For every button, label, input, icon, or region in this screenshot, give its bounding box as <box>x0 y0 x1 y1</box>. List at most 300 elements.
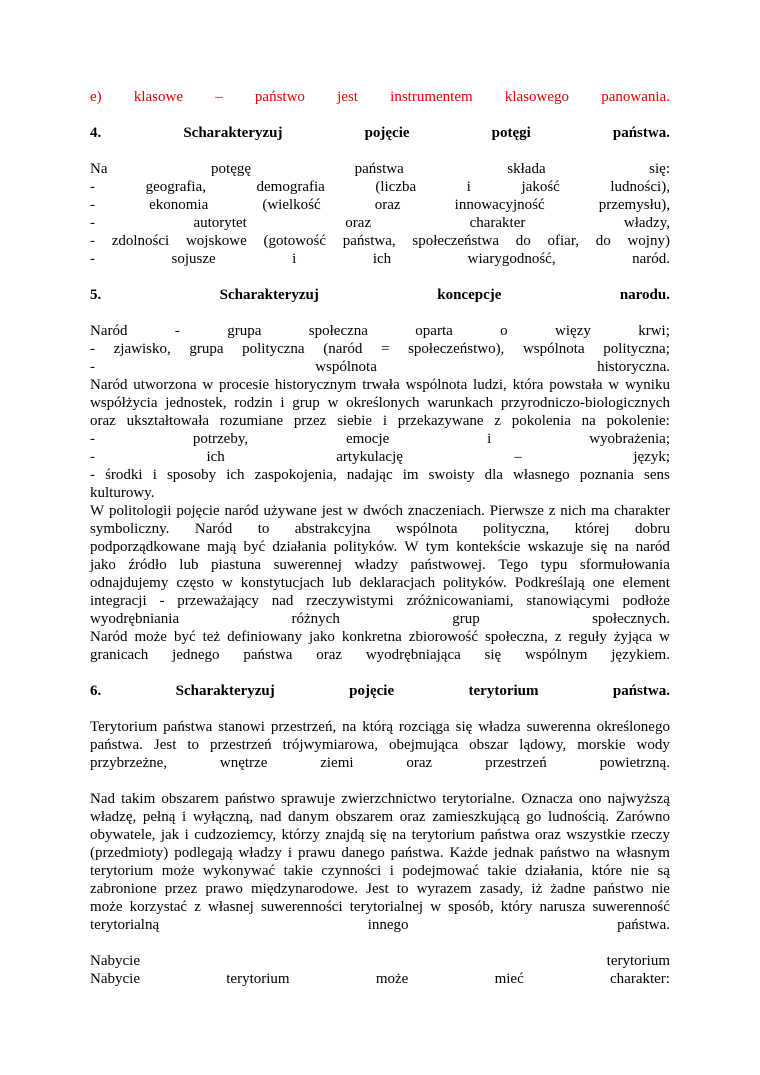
word: sprawuje <box>280 791 336 807</box>
word: własnego <box>513 467 570 483</box>
word: podporządkowane <box>90 539 200 555</box>
word: Naród <box>194 521 233 537</box>
word: takim <box>121 791 156 807</box>
word: to <box>187 737 200 753</box>
word: Podkreślają <box>514 575 585 591</box>
word: współżycia <box>90 395 158 411</box>
word: z <box>194 899 201 915</box>
word: - <box>159 593 165 609</box>
word: prawo <box>205 881 243 897</box>
word: - <box>90 341 95 357</box>
word: oraz <box>534 827 561 843</box>
section-heading <box>90 682 670 700</box>
word: z <box>548 503 556 519</box>
word: oraz <box>345 215 372 231</box>
word: nie <box>630 863 649 879</box>
word: jako <box>309 629 335 645</box>
word: historyczna. <box>597 359 670 375</box>
word: danego <box>341 845 385 861</box>
word: Oznacza <box>521 791 573 807</box>
word: terytorialnej <box>349 899 424 915</box>
word: własnym <box>615 845 670 861</box>
word: lądowy, <box>519 737 567 753</box>
word: państwa <box>480 827 530 843</box>
word: demografia <box>256 179 325 195</box>
word: charakter <box>614 503 670 519</box>
word: grup <box>452 611 480 627</box>
word: którzy <box>281 827 320 843</box>
word: władzy, <box>623 215 670 231</box>
word: wykonywać <box>202 863 276 879</box>
word: ich <box>206 449 225 465</box>
word: przeważający <box>177 593 259 609</box>
word: władzę, <box>90 809 137 825</box>
word: jednostek, <box>165 395 227 411</box>
word: w <box>347 503 359 519</box>
word: zróżnicowaniami, <box>406 593 514 609</box>
text-line <box>90 250 670 268</box>
word: wspólnota <box>405 377 468 393</box>
word: podłoże <box>622 593 670 609</box>
word: może <box>134 629 167 645</box>
word: e) <box>90 89 102 105</box>
word: się <box>590 539 608 555</box>
text-line <box>90 898 670 916</box>
word: używane <box>263 503 317 519</box>
word: przestrzeń <box>485 755 547 771</box>
text-line <box>90 754 670 772</box>
word: wyrazem <box>416 881 472 897</box>
word: terytorium <box>468 683 539 699</box>
word: siebie <box>337 413 373 429</box>
word: - <box>90 467 95 483</box>
word: polityczna, <box>482 521 550 537</box>
word: społeczna <box>308 323 368 339</box>
word: 4. <box>90 125 102 141</box>
word: państwowej. <box>410 557 486 573</box>
word: terytorium <box>606 953 670 969</box>
word: suwerenności <box>260 899 343 915</box>
word: powietrzną. <box>599 755 670 771</box>
word: państwo <box>224 791 275 807</box>
word: (gotowość <box>263 233 327 249</box>
word: państwa. <box>612 125 670 141</box>
word: innowacyjność <box>454 197 545 213</box>
word: terytorium <box>90 863 154 879</box>
word: który <box>500 899 533 915</box>
word: reguły <box>568 629 607 645</box>
word: suwerenna <box>526 719 591 735</box>
word: państwa <box>163 719 213 735</box>
word: lub <box>179 557 199 573</box>
word: określonych <box>346 395 420 411</box>
word: politologii <box>109 503 172 519</box>
word: prawu <box>297 845 336 861</box>
word: czynności <box>321 863 382 879</box>
word: działania, <box>525 863 583 879</box>
text-line <box>90 394 670 412</box>
word: deklaracjach <box>359 575 436 591</box>
text-line <box>90 484 670 502</box>
word: państwa. <box>90 737 143 753</box>
word: wskazuje <box>527 539 584 555</box>
word: może <box>161 863 195 879</box>
text-line <box>90 916 670 934</box>
text-line <box>90 736 670 754</box>
word: obywatele, <box>90 827 156 843</box>
word: jednego <box>172 647 220 663</box>
word: ich <box>226 467 245 483</box>
word: mieć <box>494 971 524 987</box>
text-line <box>90 214 670 232</box>
word: wnętrze <box>219 755 268 771</box>
word: się: <box>649 161 670 177</box>
word: oraz <box>316 647 343 663</box>
text-line <box>90 556 670 574</box>
text-line <box>90 844 670 862</box>
word: emocje <box>345 431 390 447</box>
word: klasowego <box>504 89 570 105</box>
word: procesie <box>219 377 270 393</box>
word: składa <box>507 161 546 177</box>
word: i <box>292 251 297 267</box>
word: żyjąca <box>613 629 653 645</box>
word: iż <box>531 881 543 897</box>
word: w <box>202 377 214 393</box>
word: i <box>382 413 387 429</box>
text-line <box>90 232 670 250</box>
word: ofiar, <box>547 233 579 249</box>
word: to <box>257 521 270 537</box>
word: W <box>90 503 105 519</box>
word: dla <box>484 467 503 483</box>
word: (naród <box>323 341 363 357</box>
word: cudzoziemcy, <box>194 827 277 843</box>
word: polityków. <box>443 575 507 591</box>
word: wyniku <box>624 377 670 393</box>
word: warunkach <box>427 395 494 411</box>
word: środki <box>105 467 143 483</box>
word: - <box>90 215 95 231</box>
word: rodzin <box>234 395 273 411</box>
text-line <box>90 646 670 664</box>
word: ludnością. <box>547 809 610 825</box>
word: określonego <box>596 719 670 735</box>
word: grup <box>292 395 320 411</box>
word: też <box>202 629 221 645</box>
word: mają <box>207 539 237 555</box>
word: jak <box>160 827 180 843</box>
word: charakter <box>469 215 526 231</box>
word: - <box>90 359 95 375</box>
word: obszarem <box>161 791 219 807</box>
word: społeczeństwo), <box>408 341 505 357</box>
word: stanowiącymi <box>526 593 610 609</box>
word: i <box>389 863 394 879</box>
word: zasady, <box>479 881 524 897</box>
word: piastuna <box>211 557 262 573</box>
word: nie <box>651 881 670 897</box>
word: powstała <box>549 377 603 393</box>
word: może <box>375 971 409 987</box>
word: korzystać <box>129 899 188 915</box>
word: obszar <box>469 737 509 753</box>
word: Scharakteryzuj <box>219 287 319 303</box>
word: zwierzchnictwo <box>341 791 437 807</box>
word: w <box>430 899 442 915</box>
word: naród <box>635 539 670 555</box>
word: społeczna, <box>484 629 548 645</box>
word: żadne <box>550 881 586 897</box>
text-line <box>90 466 670 484</box>
word: terytorium <box>226 971 290 987</box>
word: wyodrębniania <box>90 611 180 627</box>
word: oraz <box>90 413 116 429</box>
word: abstrakcyjna <box>294 521 371 537</box>
text-line <box>90 358 670 376</box>
word: w <box>327 395 339 411</box>
word: państwa <box>354 161 404 177</box>
word: integracji <box>90 593 147 609</box>
word: (wielkość <box>262 197 321 213</box>
word: do <box>515 233 531 249</box>
word: – <box>514 449 522 465</box>
word: Nad <box>90 791 115 807</box>
word: instrumentem <box>390 89 473 105</box>
paragraph-gap <box>90 700 670 718</box>
text-line <box>90 430 670 448</box>
word: sposób, <box>448 899 494 915</box>
word: odnajdujemy <box>90 575 169 591</box>
text-line <box>90 826 670 844</box>
word: własnej <box>208 899 254 915</box>
word: przyrodniczo-biologicznych <box>500 395 670 411</box>
word: potrzeby, <box>192 431 249 447</box>
word: im <box>402 467 419 483</box>
word: która <box>512 377 544 393</box>
word: konstytucjach <box>240 575 325 591</box>
word: przestrzeń, <box>270 719 337 735</box>
word: trójwymiarowa, <box>282 737 379 753</box>
word: Każde <box>449 845 488 861</box>
word: które <box>591 863 623 879</box>
word: (liczba <box>375 179 417 195</box>
word: i <box>280 395 285 411</box>
word: z <box>554 629 562 645</box>
word: wyłączną, <box>192 809 254 825</box>
word: konkretna <box>341 629 402 645</box>
word: przez <box>293 413 327 429</box>
word: W <box>404 539 419 555</box>
word: poznania <box>579 467 634 483</box>
word: geografia, <box>145 179 206 195</box>
word: z <box>494 413 501 429</box>
word: - <box>90 449 95 465</box>
paragraph-gap <box>90 772 670 790</box>
word: suwerennej <box>273 557 342 573</box>
word: utworzona <box>133 377 197 393</box>
text-line <box>90 610 670 628</box>
text-line <box>90 592 670 610</box>
word: pełną <box>142 809 176 825</box>
word: państwo <box>254 89 305 105</box>
text-line <box>90 376 670 394</box>
word: typu <box>540 557 568 573</box>
section-heading <box>90 286 670 304</box>
text-line <box>90 502 670 520</box>
word: wojny) <box>627 233 670 249</box>
word: kontekście <box>456 539 521 555</box>
text-line <box>90 160 670 178</box>
word: i <box>487 431 492 447</box>
word: językiem. <box>611 647 670 663</box>
word: wyodrębniająca <box>365 647 461 663</box>
word: władzy <box>354 557 398 573</box>
word: morskie <box>577 737 626 753</box>
word: o <box>500 323 508 339</box>
word: grupa <box>227 323 262 339</box>
word: wspólnym <box>524 647 588 663</box>
text-line <box>90 196 670 214</box>
word: takie <box>487 863 517 879</box>
word: wody <box>636 737 670 753</box>
word: w <box>608 377 620 393</box>
word: (przedmioty) <box>90 845 169 861</box>
text-line <box>90 862 670 880</box>
word: Naród <box>90 323 128 339</box>
word: na <box>392 827 407 843</box>
word: sposoby <box>166 467 217 483</box>
word: polityczna; <box>603 341 670 357</box>
word: w <box>221 575 233 591</box>
word: przemysłu), <box>598 197 670 213</box>
word: na <box>595 845 610 861</box>
word: podejmować <box>402 863 479 879</box>
word: oraz <box>399 809 426 825</box>
word: granicach <box>90 647 149 663</box>
word: symboliczny. <box>90 521 170 537</box>
word: Pierwsze <box>489 503 544 519</box>
word: wspólnota <box>315 359 377 375</box>
text-line <box>90 574 670 592</box>
word: wszystkie <box>566 827 626 843</box>
word: ich <box>372 251 392 267</box>
word: go <box>526 809 542 825</box>
word: nad <box>259 809 282 825</box>
word: artykulację <box>336 449 403 465</box>
word: zdolności <box>111 233 170 249</box>
word: ludzi, <box>473 377 507 393</box>
paragraph-gap <box>90 934 670 952</box>
text-line <box>90 178 670 196</box>
word: koncepcje <box>437 287 502 303</box>
word: się <box>484 647 502 663</box>
text-line <box>90 538 670 556</box>
word: ludności), <box>610 179 670 195</box>
text-line <box>90 412 670 430</box>
word: Scharakteryzuj <box>175 683 275 699</box>
word: pokolenia <box>511 413 571 429</box>
word: Nabycie <box>90 953 140 969</box>
word: państwa <box>243 647 293 663</box>
word: sens <box>644 467 670 483</box>
word: polityków. <box>333 539 398 555</box>
word: suwerenność <box>592 899 670 915</box>
word: ukształtowała <box>126 413 210 429</box>
word: państwa. <box>612 683 670 699</box>
word: przekazywane <box>397 413 484 429</box>
word: której <box>574 521 610 537</box>
word: rzeczywistymi <box>306 593 394 609</box>
word: Terytorium <box>90 719 158 735</box>
word: – <box>215 89 223 105</box>
word: państwa, <box>342 233 396 249</box>
word: rozumiane <box>219 413 284 429</box>
word: na <box>342 719 357 735</box>
text-line <box>90 520 670 538</box>
word: kulturowy. <box>90 485 155 501</box>
word: terytorium <box>411 827 475 843</box>
word: społecznych. <box>592 611 670 627</box>
word: znajdą <box>325 827 365 843</box>
word: zjawisko, <box>113 341 171 357</box>
word: jednak <box>493 845 534 861</box>
word: - <box>90 233 95 249</box>
word: definiowany <box>227 629 303 645</box>
text-line <box>90 448 670 466</box>
word: Na <box>90 161 108 177</box>
word: pojęcie <box>364 125 410 141</box>
word: rozciąga <box>398 719 450 735</box>
word: obszarem <box>335 809 394 825</box>
word: źródło <box>128 557 167 573</box>
word: zabronione <box>90 881 157 897</box>
word: oraz <box>406 755 433 771</box>
word: wspólnota <box>395 521 458 537</box>
word: zbiorowość <box>408 629 478 645</box>
word: charakter: <box>610 971 670 987</box>
word: do <box>595 233 611 249</box>
word: terytorialne. <box>442 791 516 807</box>
word: wojskowe <box>185 233 247 249</box>
word: się <box>369 827 387 843</box>
word: dwóch <box>363 503 404 519</box>
section-heading <box>90 124 670 142</box>
text-line <box>90 790 670 808</box>
word: Naród <box>90 377 128 393</box>
word: jako <box>90 557 116 573</box>
word: i <box>287 845 292 861</box>
word: historycznym <box>274 377 357 393</box>
paragraph-gap <box>90 106 670 124</box>
highlighted-line <box>90 88 670 106</box>
word: międzynarodowe. <box>250 881 359 897</box>
word: być <box>173 629 196 645</box>
word: autorytet <box>193 215 247 231</box>
word: narusza <box>539 899 586 915</box>
word: i <box>466 179 471 195</box>
word: Jest <box>366 881 389 897</box>
text-line <box>90 952 670 970</box>
word: w <box>659 629 670 645</box>
word: oparta <box>415 323 453 339</box>
word: Zarówno <box>615 809 670 825</box>
word: Tego <box>498 557 529 573</box>
word: tym <box>425 539 450 555</box>
word: oraz <box>374 197 401 213</box>
word: dobru <box>634 521 670 537</box>
word: być <box>243 539 266 555</box>
